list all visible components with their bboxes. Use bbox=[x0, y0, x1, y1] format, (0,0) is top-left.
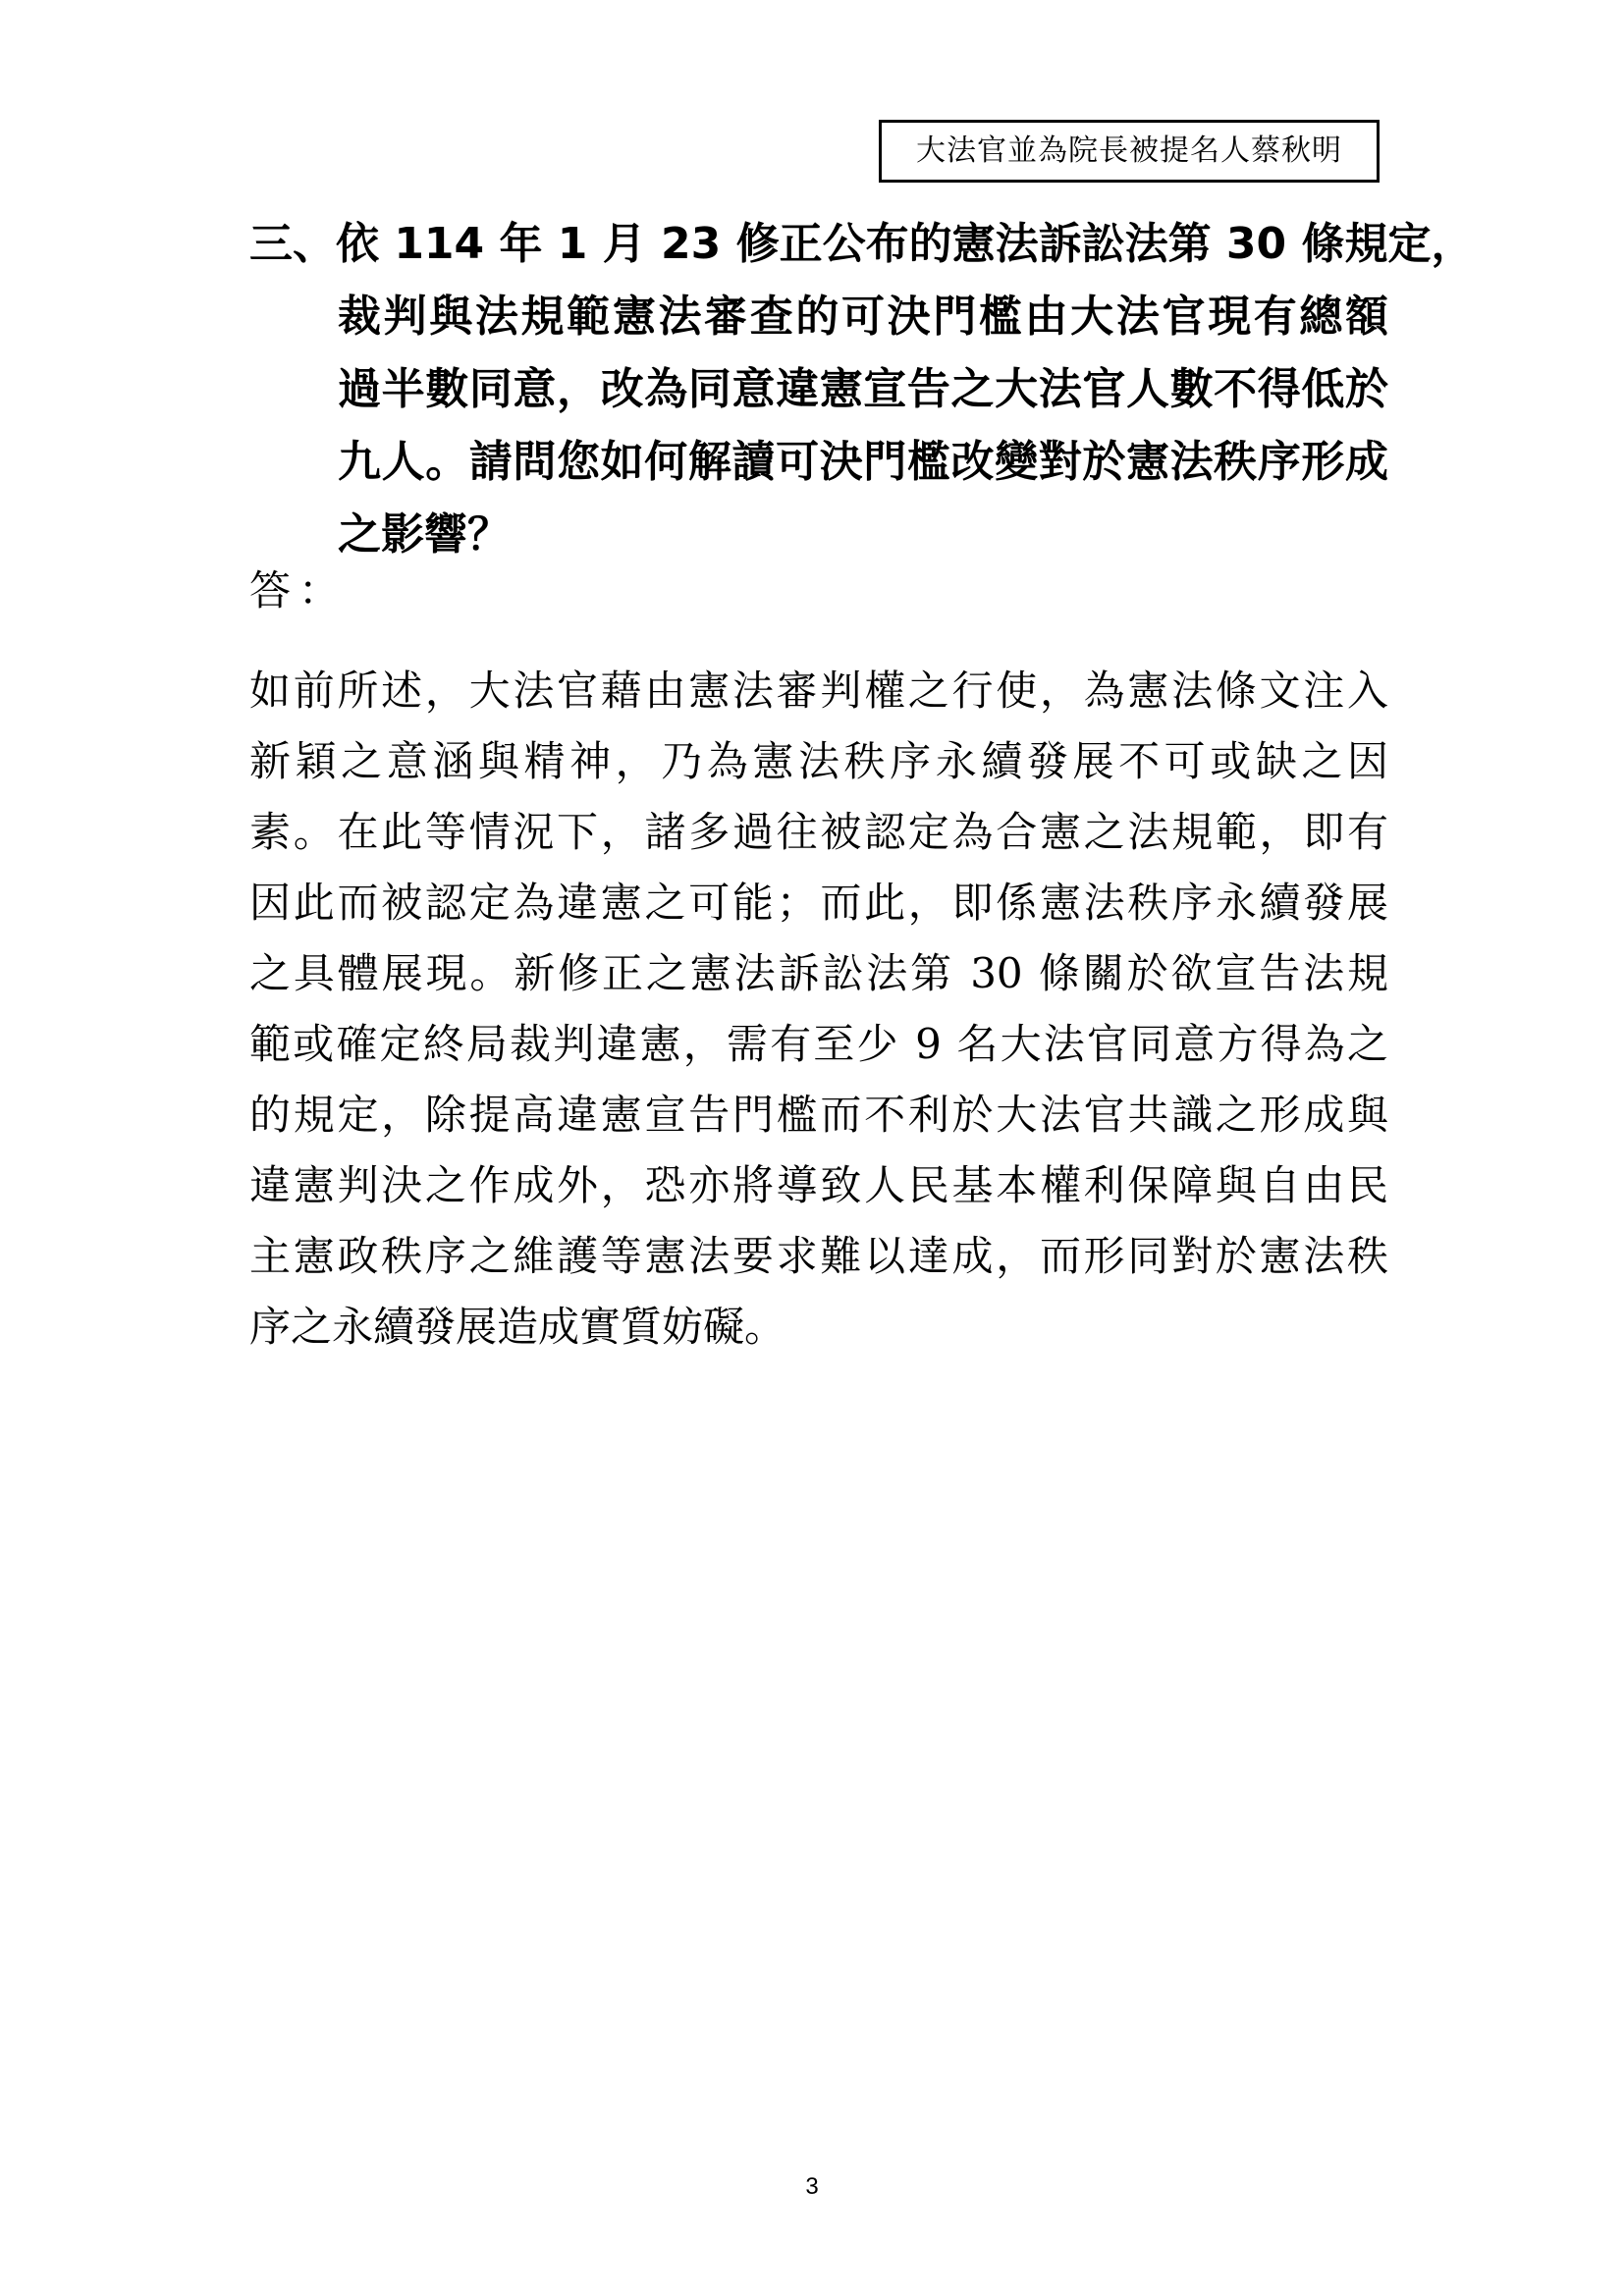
answer-line: 序之永續發展造成實質妨礙。 bbox=[249, 1303, 786, 1351]
answer-line: 的規定，除提高違憲宣告門檻而不利於大法官共識之形成與 bbox=[249, 1091, 1388, 1139]
answer-line: 如前所述，大法官藉由憲法審判權之行使，為憲法條文注入 bbox=[249, 667, 1388, 715]
answer-body bbox=[249, 656, 1388, 1362]
question-line: 三、依 114 年 1 月 23 修正公布的憲法訴訟法第 30 條規定， bbox=[249, 219, 1475, 269]
answer-line: 範或確定終局裁判違憲，需有至少 9 名大法官同意方得為之 bbox=[249, 1020, 1388, 1068]
document-header-label: 大法官並為院長被提名人蔡秋明 bbox=[879, 120, 1380, 183]
question-line: 過半數同意，改為同意違憲宣告之大法官人數不得低於 bbox=[338, 364, 1388, 414]
question-line: 之影響？ bbox=[338, 509, 511, 560]
question-block bbox=[249, 208, 1475, 571]
answer-line: 因此而被認定為違憲之可能；而此，即係憲法秩序永續發展 bbox=[249, 879, 1388, 927]
question-line: 裁判與法規範憲法審查的可決門檻由大法官現有總額 bbox=[338, 292, 1388, 342]
answer-line: 違憲判決之作成外，恐亦將導致人民基本權利保障與自由民 bbox=[249, 1161, 1388, 1209]
answer-line: 之具體展現。新修正之憲法訴訟法第 30 條關於欲宣告法規 bbox=[249, 949, 1388, 997]
question-line: 九人。請問您如何解讀可決門檻改變對於憲法秩序形成 bbox=[338, 437, 1388, 487]
answer-line: 新穎之意涵與精神，乃為憲法秩序永續發展不可或缺之因 bbox=[249, 737, 1388, 785]
answer-label: 答： bbox=[249, 566, 349, 614]
answer-line: 主憲政秩序之維護等憲法要求難以達成，而形同對於憲法秩 bbox=[249, 1232, 1388, 1280]
page-number: 3 bbox=[805, 2173, 819, 2200]
answer-line: 素。在此等情況下，諸多過往被認定為合憲之法規範，即有 bbox=[249, 808, 1388, 856]
